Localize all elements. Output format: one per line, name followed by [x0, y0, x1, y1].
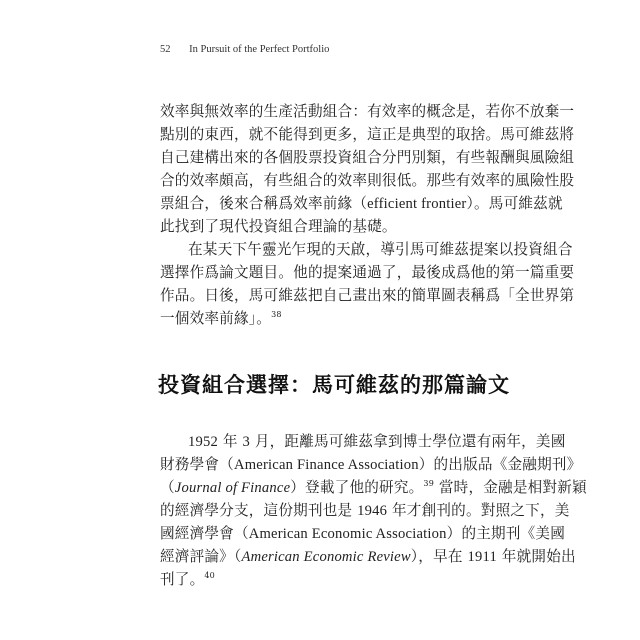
para3-line5-b: ）的主期刊《美國 — [446, 525, 566, 542]
section-heading — [152, 362, 510, 406]
year-1911: 1911 — [467, 549, 497, 565]
para3-line5-a: 國經濟學會（ — [160, 525, 249, 542]
para2-line1: 在某天下午靈光乍現的天啟，導引馬可維茲提案以投資組合 — [188, 241, 573, 258]
para3-line6-b: ），早在 — [410, 548, 468, 565]
footnote-ref-38: 38 — [271, 310, 282, 320]
section-heading-text: 投資組合選擇：馬可維茲的那篇論文 — [158, 373, 510, 397]
para3-line2-b: ）的出版品《金融期刊》 — [418, 456, 582, 473]
para1-line5-pre: 票組合，後來合稱爲效率前緣（ — [160, 195, 368, 212]
para1-line4: 合的效率頗高，有些組合的效率則很低。那些有效率的風險性股 — [160, 172, 575, 189]
para1-line5 — [160, 192, 563, 216]
para2-line2: 選擇作爲論文題目。他的提案通過了，最後成爲他的第一篇重要 — [160, 264, 575, 281]
para3-line3-b: ）登載了他的研究。 — [290, 479, 424, 496]
para2-line3: 作品。日後，馬可維茲把自己畫出來的簡單圖表稱爲「全世界第 — [160, 287, 575, 304]
term-american-economic-association: American Economic Association — [248, 526, 447, 542]
para1-line6: 此找到了現代投資組合理論的基礎。 — [160, 218, 397, 235]
para3-line6-c: 年就開始出 — [496, 548, 576, 565]
para3-line5 — [160, 522, 566, 546]
para3-line2-a: 財務學會（ — [160, 456, 234, 473]
para2-line4 — [160, 307, 490, 330]
para3-line1 — [160, 430, 566, 454]
book-title: In Pursuit of the Perfect Portfolio — [189, 44, 330, 55]
para2-line4-text: 一個效率前緣」。 — [160, 310, 272, 327]
para1-line2: 點別的東西，就不能得到更多，這正是典型的取捨。馬可維茲將 — [160, 126, 575, 143]
year-1952: 1952 — [188, 434, 218, 450]
para3-line2 — [160, 453, 582, 477]
term-american-finance-association: American Finance Association — [233, 457, 419, 473]
running-head — [160, 44, 329, 55]
para3-line3-c: 當時，金融是相對新穎 — [434, 479, 587, 496]
para3-line6-a: 經濟評論》（ — [160, 548, 242, 565]
month-3: 3 — [242, 434, 250, 450]
para3-line1-a: 年 — [218, 433, 243, 450]
para3-line3-a: （ — [160, 479, 175, 496]
para3-line7-text: 刊了。 — [160, 571, 205, 588]
para3-line1-b: 月，距離馬可維茲拿到博士學位還有兩年，美國 — [249, 433, 566, 450]
para3-line4-a: 的經濟學分支，這份期刊也是 — [160, 502, 358, 519]
term-journal-of-finance: Journal of Finance — [174, 480, 291, 496]
term-efficient-frontier: efficient frontier — [367, 196, 467, 212]
para3-line4 — [160, 499, 570, 523]
page-number: 52 — [160, 44, 171, 55]
term-american-economic-review: American Economic Review — [241, 549, 411, 565]
para3-line3 — [160, 476, 587, 500]
para3-line4-b: 年才創刊的。對照之下，美 — [387, 502, 570, 519]
para1-line5-post: ）。馬可維茲就 — [466, 195, 563, 212]
para1-line1: 效率與無效率的生產活動組合：有效率的概念是，若你不放棄一 — [160, 103, 575, 120]
year-1946: 1946 — [357, 503, 388, 519]
para3-line6 — [160, 545, 576, 569]
footnote-ref-39: 39 — [423, 479, 435, 489]
para3-line7 — [160, 568, 490, 591]
footnote-ref-40: 40 — [204, 571, 215, 581]
para1-line3: 自己建構出來的各個股票投資組合分門別類，有些報酬與風險組 — [160, 149, 575, 166]
